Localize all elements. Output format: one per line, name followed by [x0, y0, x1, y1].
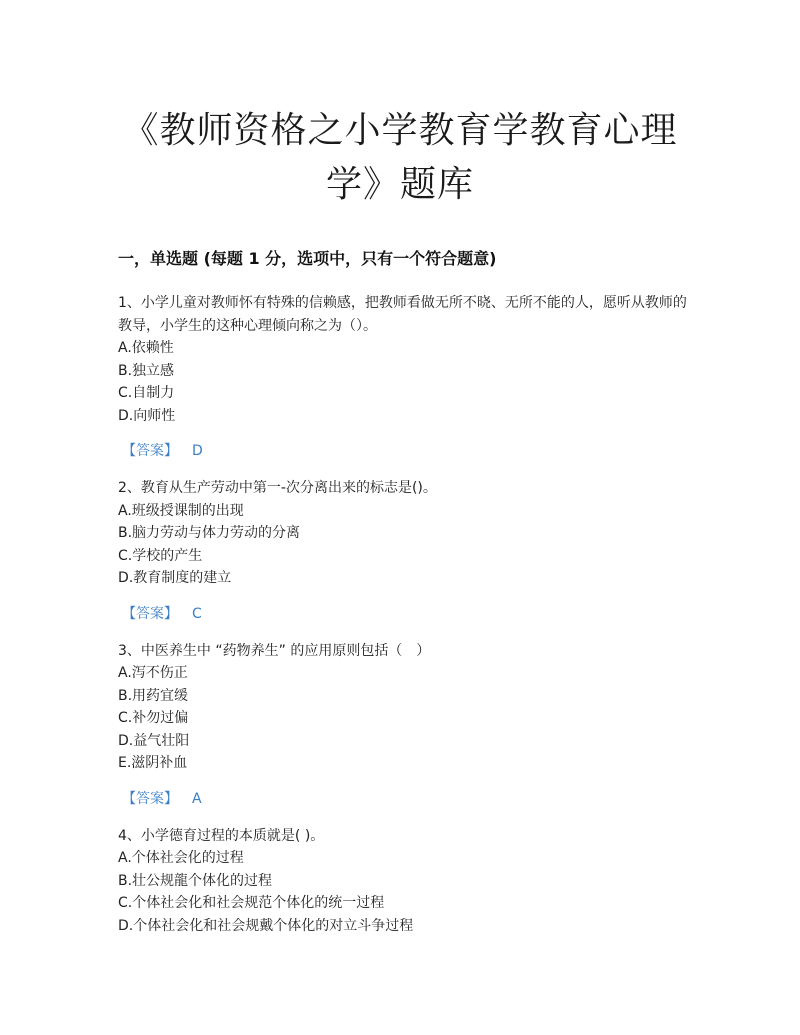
section-heading: 一，单选题 (每题 1 分，选项中，只有一个符合题意) — [118, 249, 497, 268]
option-d: D.益气壮阳 — [118, 732, 190, 749]
option-a: A.依赖性 — [118, 340, 174, 356]
question-item — [118, 825, 688, 938]
answer-line — [122, 603, 688, 625]
option-c: C.补勿过偏 — [118, 710, 189, 726]
answer-value: D — [192, 443, 203, 459]
question-item — [118, 477, 688, 625]
option-e: E.滋阴补血 — [118, 755, 188, 771]
answer-value: A — [192, 790, 202, 807]
question-stem: 1、小学儿童对教师怀有特殊的信赖感，把教师看做无所不晓、无所不能的人，愿听从教师的教导，小学生的这种心理倾向称之为（）。 — [118, 295, 687, 334]
option-a: A.班级授课制的出现 — [118, 502, 244, 519]
option-d: D.向师性 — [118, 407, 176, 424]
option-a: A.个体社会化的过程 — [118, 850, 244, 866]
option-c: C.个体社会化和社会规范个体化的统一过程 — [118, 895, 385, 911]
option-c: C.学校的产生 — [118, 547, 203, 564]
question-list — [118, 292, 688, 937]
question-stem: 2、教育从生产劳动中第一-次分离出来的标志是()。 — [118, 480, 437, 496]
answer-line — [122, 788, 688, 810]
option-d: D.教育制度的建立 — [118, 570, 232, 586]
option-b: B.壮公规龍个体化的过程 — [118, 872, 273, 889]
answer-label: 【答案】 — [122, 790, 178, 807]
answer-label: 【答案】 — [122, 443, 178, 459]
question-item — [118, 640, 688, 810]
question-stem: 3、中医养生中 “药物养生” 的应用原则包括（ ） — [118, 642, 431, 659]
option-b: B.脑力劳动与体力劳动的分离 — [118, 525, 301, 541]
answer-value: C — [192, 605, 202, 622]
option-c: C.自制力 — [118, 385, 175, 401]
question-stem: 4、小学德育过程的本质就是( )。 — [118, 827, 325, 844]
document-title: 《教师资格之小学教育学教育心理学》题库 — [122, 110, 678, 205]
question-item — [118, 292, 688, 462]
option-a: A.泻不伤正 — [118, 665, 188, 681]
option-b: B.用药宜缓 — [118, 687, 189, 704]
answer-label: 【答案】 — [122, 605, 178, 622]
option-d: D.个体社会化和社会规戴个体化的对立斗争过程 — [118, 917, 414, 934]
option-b: B.独立感 — [118, 362, 175, 379]
answer-line — [122, 440, 688, 462]
